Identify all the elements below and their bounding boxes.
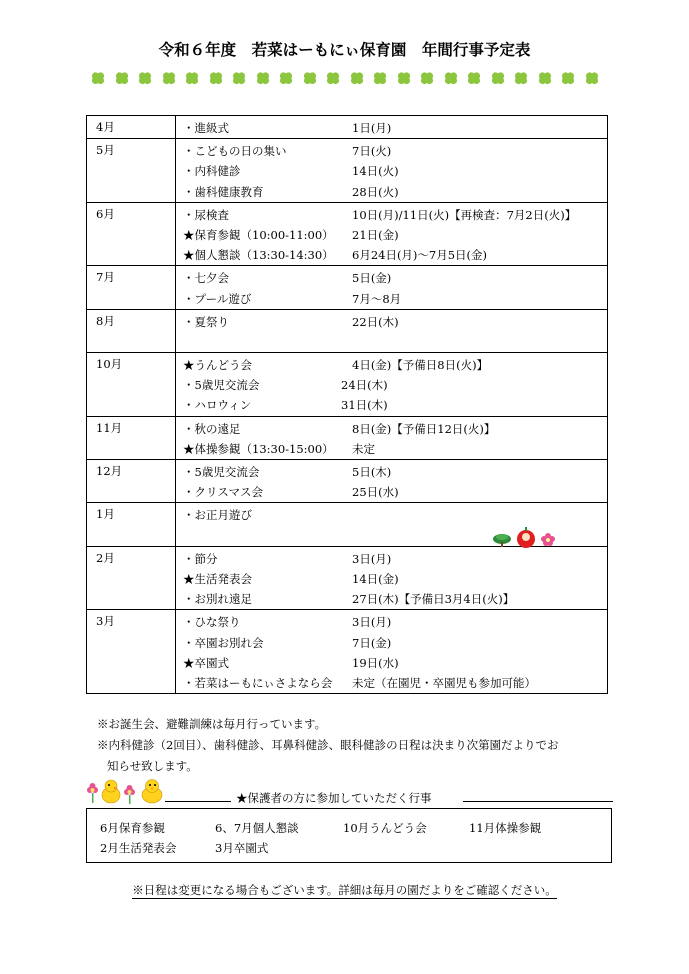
schedule-row xyxy=(87,460,608,503)
events-cell xyxy=(176,460,608,503)
clover-icon xyxy=(537,70,553,86)
event-line xyxy=(176,505,607,525)
flower-icon xyxy=(124,785,135,804)
event-line xyxy=(176,375,607,395)
event-date: 22日(木) xyxy=(352,314,399,329)
clover-icon xyxy=(466,70,482,86)
plum-flower-icon xyxy=(541,533,555,546)
clover-icon xyxy=(490,70,506,86)
clover-icon xyxy=(90,70,106,86)
chick-decoration xyxy=(84,778,168,806)
event-name: ・若菜はーもにぃさよなら会 xyxy=(183,675,333,690)
event-name: ・こどもの日の集い xyxy=(183,144,287,159)
event-line xyxy=(176,118,607,138)
event-name: ★体操参観（13:30-15:00） xyxy=(183,441,334,456)
event-name: ・卒園お別れ会 xyxy=(183,635,264,650)
month-cell: 8月 xyxy=(87,309,176,352)
event-name: ・七夕会 xyxy=(183,271,229,286)
clover-icon xyxy=(184,70,200,86)
month-cell: 6月 xyxy=(87,202,176,266)
event-date: 25日(水) xyxy=(352,485,399,500)
schedule-row xyxy=(87,202,608,266)
event-line xyxy=(176,205,607,225)
clover-icon xyxy=(560,70,576,86)
event-name: ・お正月遊び xyxy=(183,508,252,523)
clover-icon xyxy=(137,70,153,86)
event-date: 31日(木) xyxy=(341,398,388,413)
month-cell: 5月 xyxy=(87,139,176,203)
event-date: 未定（在園児・卒園児も参加可能） xyxy=(352,675,536,690)
event-name: ・夏祭り xyxy=(183,314,229,329)
event-date: 7日(金) xyxy=(352,635,392,650)
participation-item: 11月体操参観 xyxy=(469,821,542,835)
schedule-row xyxy=(87,353,608,417)
event-date: 未定 xyxy=(352,441,375,456)
clover-icon xyxy=(161,70,177,86)
event-date: 8日(金)【予備日12日(火)】 xyxy=(352,421,496,436)
month-cell: 10月 xyxy=(87,353,176,417)
clover-icon xyxy=(419,70,435,86)
event-name: ・ハロウィン xyxy=(183,398,252,413)
event-name: ・プール遊び xyxy=(183,291,252,306)
month-cell: 3月 xyxy=(87,610,176,694)
events-cell xyxy=(176,416,608,459)
event-name: ★生活発表会 xyxy=(183,571,252,586)
event-name: ・秋の遠足 xyxy=(183,421,241,436)
events-cell xyxy=(176,309,608,352)
participation-title: ★保護者の方に参加していただく行事 xyxy=(236,791,432,805)
event-line xyxy=(176,419,607,439)
events-cell xyxy=(176,266,608,309)
event-date: 27日(木)【予備日3月4日(火)】 xyxy=(352,592,515,607)
schedule-row xyxy=(87,546,608,610)
month-cell: 7月 xyxy=(87,266,176,309)
event-name: ★個人懇談（13:30-14:30） xyxy=(183,248,334,263)
event-date: 7月〜8月 xyxy=(352,291,402,306)
event-date: 7日(火) xyxy=(352,144,392,159)
event-name: ・進級式 xyxy=(183,121,229,135)
event-date: 3日(月) xyxy=(352,615,392,630)
event-name: ・ひな祭り xyxy=(183,615,241,630)
event-line xyxy=(176,141,607,161)
event-line xyxy=(176,161,607,181)
schedule-row xyxy=(87,266,608,309)
newyear-decoration xyxy=(492,526,562,550)
note-line: 知らせ致します。 xyxy=(107,759,198,773)
event-name: ・節分 xyxy=(183,551,218,566)
month-cell: 1月 xyxy=(87,503,176,546)
event-name: ・お別れ遠足 xyxy=(183,592,252,607)
events-cell xyxy=(176,116,608,139)
event-name: ★うんどう会 xyxy=(183,358,252,373)
event-name: ・尿検査 xyxy=(183,207,229,222)
event-date: 1日(月) xyxy=(352,121,392,135)
clover-icon xyxy=(255,70,271,86)
event-date: 28日(火) xyxy=(352,184,399,199)
chick-icon xyxy=(142,780,162,804)
clover-icon xyxy=(584,70,600,86)
schedule-row xyxy=(87,116,608,139)
event-date: 19日(水) xyxy=(352,655,399,670)
footer-text: ※日程は変更になる場合もございます。詳細は毎月の園だよりをご確認ください。 xyxy=(132,883,557,897)
event-line xyxy=(176,395,607,415)
event-name: ・歯科健康教育 xyxy=(183,184,264,199)
event-line xyxy=(176,653,607,673)
event-name: ・5歳児交流会 xyxy=(183,378,260,393)
event-date: 6月24日(月)〜7月5日(金) xyxy=(352,248,488,263)
event-name: ★卒園式 xyxy=(183,655,229,670)
clover-icon xyxy=(372,70,388,86)
event-line xyxy=(176,245,607,265)
clover-icon xyxy=(325,70,341,86)
event-date: 3日(月) xyxy=(352,551,392,566)
event-line xyxy=(176,182,607,202)
event-name: ・5歳児交流会 xyxy=(183,465,260,479)
event-line xyxy=(176,355,607,375)
event-line xyxy=(176,612,607,632)
event-line xyxy=(176,549,607,569)
event-name: ・内科健診 xyxy=(183,164,241,179)
event-line xyxy=(176,225,607,245)
event-line xyxy=(176,289,607,309)
event-line xyxy=(176,312,607,332)
schedule-row xyxy=(87,139,608,203)
event-date: 14日(金) xyxy=(352,571,399,586)
event-date: 5日(金) xyxy=(352,271,392,286)
schedule-row xyxy=(87,610,608,694)
notes xyxy=(97,714,559,777)
event-date: 4日(金)【予備日8日(火)】 xyxy=(352,358,489,373)
event-name: ・クリスマス会 xyxy=(183,485,264,500)
event-line xyxy=(176,589,607,609)
clover-icon xyxy=(278,70,294,86)
note-line: ※内科健診（2回目）、歯科健診、耳鼻科健診、眼科健診の日程は決まり次第園だよりでお xyxy=(97,738,559,752)
events-cell xyxy=(176,546,608,610)
event-line xyxy=(176,673,607,693)
clover-icon xyxy=(396,70,412,86)
events-cell xyxy=(176,139,608,203)
event-line xyxy=(176,633,607,653)
event-date: 14日(火) xyxy=(352,164,399,179)
clover-icon xyxy=(231,70,247,86)
footer-note xyxy=(0,882,689,898)
note-line: ※お誕生会、避難訓練は毎月行っています。 xyxy=(97,717,327,731)
clover-icon xyxy=(208,70,224,86)
clover-icon xyxy=(513,70,529,86)
participation-item: 10月うんどう会 xyxy=(343,821,427,835)
events-cell xyxy=(176,610,608,694)
divider xyxy=(165,801,231,802)
participation-item: 6月保育参観 xyxy=(100,821,165,835)
schedule-row xyxy=(87,416,608,459)
event-date: 24日(木) xyxy=(341,378,388,393)
month-cell: 12月 xyxy=(87,460,176,503)
event-date: 5日(木) xyxy=(352,465,392,479)
event-line xyxy=(176,482,607,502)
event-date: 10日(月)/11日(火)【再検査：7月2日(火)】 xyxy=(352,207,577,222)
clover-border xyxy=(90,70,600,90)
divider xyxy=(463,801,613,802)
participation-item: 3月卒園式 xyxy=(215,841,269,855)
chick-icon xyxy=(102,780,120,803)
pine-icon xyxy=(493,534,511,547)
clover-icon xyxy=(302,70,318,86)
month-cell: 11月 xyxy=(87,416,176,459)
event-line xyxy=(176,462,607,482)
daruma-icon xyxy=(517,527,535,548)
clover-icon xyxy=(114,70,130,86)
event-line xyxy=(176,569,607,589)
event-date: 21日(金) xyxy=(352,227,399,242)
participation-item: 2月生活発表会 xyxy=(100,841,177,855)
participation-item: 6、7月個人懇談 xyxy=(215,821,299,835)
clover-icon xyxy=(443,70,459,86)
month-cell: 2月 xyxy=(87,546,176,610)
month-cell: 4月 xyxy=(87,116,176,139)
schedule-table xyxy=(86,115,608,694)
schedule-row xyxy=(87,309,608,352)
flower-icon xyxy=(87,783,98,803)
blank-line xyxy=(176,332,607,352)
event-line xyxy=(176,439,607,459)
events-cell xyxy=(176,202,608,266)
event-name: ★保育参観（10:00-11:00） xyxy=(183,227,334,242)
events-cell xyxy=(176,353,608,417)
participation-box xyxy=(86,808,612,863)
event-line xyxy=(176,268,607,288)
clover-icon xyxy=(349,70,365,86)
page-title: 令和６年度 若菜はーもにぃ保育園 年間行事予定表 xyxy=(158,41,531,59)
